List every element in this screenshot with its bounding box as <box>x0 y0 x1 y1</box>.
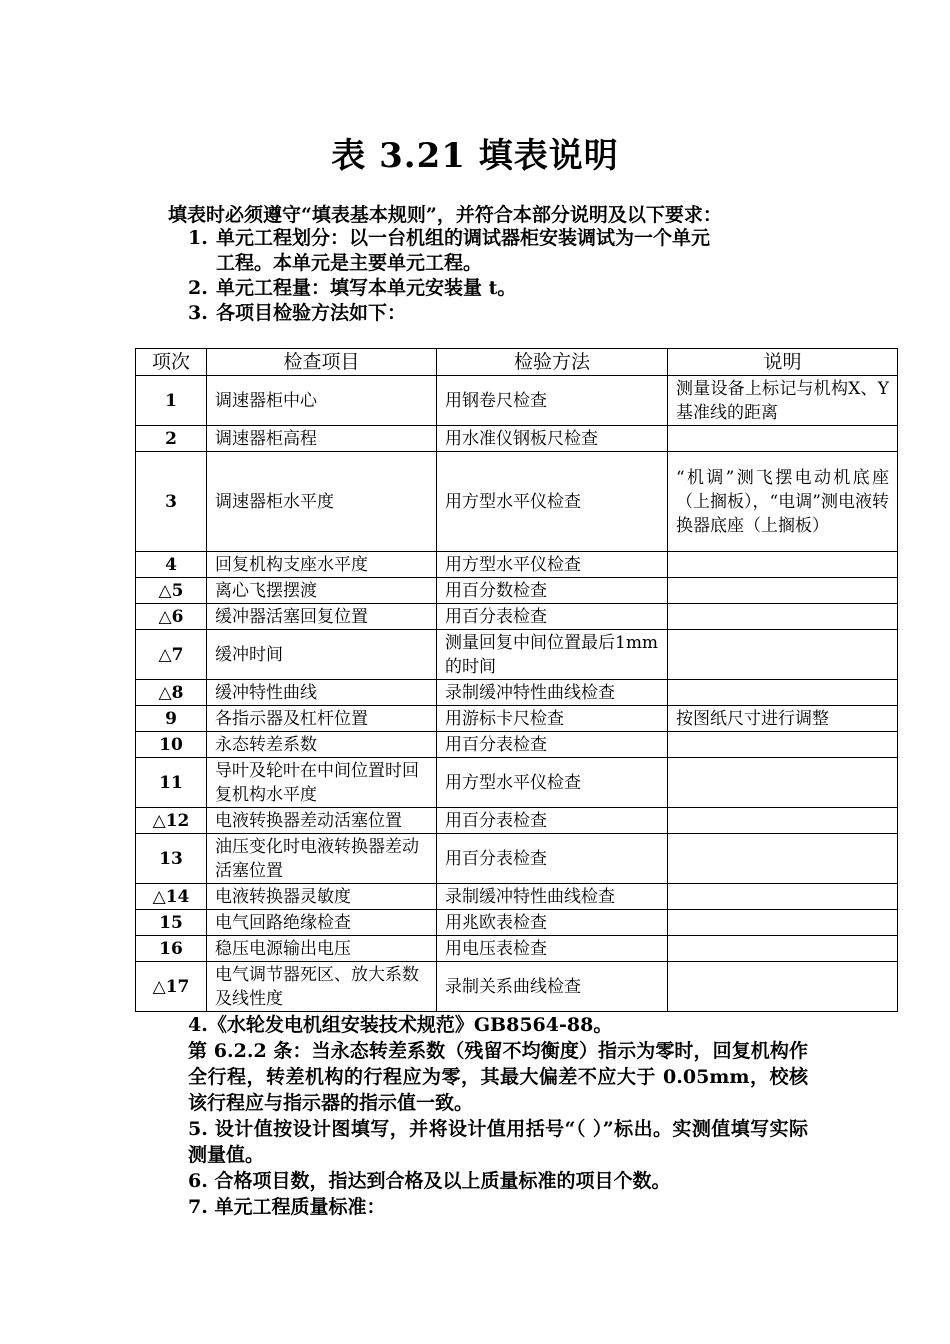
table-row <box>136 962 898 1012</box>
requirement-text-cont: 工程。本单元是主要单元工程。 <box>216 252 483 274</box>
cell-item: 缓冲器活塞回复位置 <box>207 604 437 630</box>
table-row <box>136 910 898 936</box>
cell-method: 录制缓冲特性曲线检查 <box>437 680 668 706</box>
table-row <box>136 426 898 452</box>
cell-no: 16 <box>136 936 207 962</box>
cell-method: 用百分表检查 <box>437 808 668 834</box>
cell-no: △7 <box>136 630 207 680</box>
cell-method: 录制缓冲特性曲线检查 <box>437 884 668 910</box>
table-row <box>136 758 898 808</box>
table-header-row <box>136 349 898 376</box>
table-row <box>136 834 898 884</box>
cell-note <box>668 426 898 452</box>
cell-method: 用兆欧表检查 <box>437 910 668 936</box>
cell-note <box>668 578 898 604</box>
cell-method: 用百分表检查 <box>437 604 668 630</box>
cell-note <box>668 910 898 936</box>
table-row <box>136 808 898 834</box>
page-title: 表 3.21 填表说明 <box>331 136 619 176</box>
cell-no: 15 <box>136 910 207 936</box>
cell-item: 调速器柜水平度 <box>207 452 437 552</box>
cell-no: 3 <box>136 452 207 552</box>
cell-no: 13 <box>136 834 207 884</box>
footer-notes <box>188 1012 808 1220</box>
intro-text: 填表时必须遵守“填表基本规则”，并符合本部分说明及以下要求： <box>168 204 722 226</box>
cell-item: 离心飞摆摆渡 <box>207 578 437 604</box>
cell-no: △12 <box>136 808 207 834</box>
table-row <box>136 680 898 706</box>
cell-no: △8 <box>136 680 207 706</box>
cell-method: 用方型水平仪检查 <box>437 452 668 552</box>
cell-no: △14 <box>136 884 207 910</box>
cell-note <box>668 680 898 706</box>
requirement-text: 单元工程划分：以一台机组的调试器柜安装调试为一个单元 <box>216 227 711 249</box>
cell-note <box>668 604 898 630</box>
cell-method: 用百分表检查 <box>437 732 668 758</box>
cell-item: 稳压电源输出电压 <box>207 936 437 962</box>
requirement-text: 各项目检验方法如下： <box>216 302 407 324</box>
cell-no: 2 <box>136 426 207 452</box>
cell-item: 永态转差系数 <box>207 732 437 758</box>
table-row <box>136 552 898 578</box>
cell-note: 按图纸尺寸进行调整 <box>668 706 898 732</box>
requirement-number: 2. <box>188 277 208 299</box>
cell-no: △5 <box>136 578 207 604</box>
table-row <box>136 732 898 758</box>
table-row <box>136 630 898 680</box>
cell-no: 4 <box>136 552 207 578</box>
cell-method: 用方型水平仪检查 <box>437 552 668 578</box>
cell-note <box>668 808 898 834</box>
cell-item: 电液转换器差动活塞位置 <box>207 808 437 834</box>
cell-item: 缓冲时间 <box>207 630 437 680</box>
cell-note <box>668 936 898 962</box>
cell-method: 录制关系曲线检查 <box>437 962 668 1012</box>
cell-no: 11 <box>136 758 207 808</box>
table-row <box>136 884 898 910</box>
table-row <box>136 376 898 426</box>
header-item: 检查项目 <box>207 349 437 376</box>
cell-note <box>668 630 898 680</box>
cell-method: 用百分表检查 <box>437 834 668 884</box>
cell-note <box>668 884 898 910</box>
footer-line: 第 6.2.2 条：当永态转差系数（残留不均衡度）指示为零时，回复机构作全行程，转差机构的行程应为零，其最大偏差不应大于 0.05mm，校核该行程应与指示器的指示值一致。 <box>188 1040 808 1114</box>
cell-method: 测量回复中间位置最后1mm的时间 <box>437 630 668 680</box>
cell-no: 10 <box>136 732 207 758</box>
cell-note <box>668 732 898 758</box>
cell-item: 电气调节器死区、放大系数及线性度 <box>207 962 437 1012</box>
cell-item: 电气回路绝缘检查 <box>207 910 437 936</box>
footer-line: 4.《水轮发电机组安装技术规范》GB8564-88。 <box>188 1014 613 1036</box>
cell-item: 油压变化时电液转换器差动活塞位置 <box>207 834 437 884</box>
cell-method: 用电压表检查 <box>437 936 668 962</box>
requirement-number: 1. <box>188 227 208 249</box>
cell-no: 9 <box>136 706 207 732</box>
table-row <box>136 578 898 604</box>
cell-note <box>668 758 898 808</box>
cell-item: 回复机构支座水平度 <box>207 552 437 578</box>
cell-item: 调速器柜中心 <box>207 376 437 426</box>
cell-note: 测量设备上标记与机构X、Y基准线的距离 <box>668 376 898 426</box>
cell-no: 1 <box>136 376 207 426</box>
cell-note <box>668 552 898 578</box>
cell-item: 导叶及轮叶在中间位置时回复机构水平度 <box>207 758 437 808</box>
footer-line: 5. 设计值按设计图填写，并将设计值用括号“（ ）”标出。实测值填写实际测量值。 <box>188 1118 808 1166</box>
table-row <box>136 604 898 630</box>
cell-method: 用方型水平仪检查 <box>437 758 668 808</box>
table-row <box>136 936 898 962</box>
cell-no: △6 <box>136 604 207 630</box>
requirement-2 <box>188 276 828 301</box>
cell-method: 用水准仪钢板尺检查 <box>437 426 668 452</box>
cell-no: △17 <box>136 962 207 1012</box>
header-method: 检验方法 <box>437 349 668 376</box>
cell-method: 用游标卡尺检查 <box>437 706 668 732</box>
table-row <box>136 452 898 552</box>
cell-method: 用百分数检查 <box>437 578 668 604</box>
cell-item: 电液转换器灵敏度 <box>207 884 437 910</box>
header-no: 项次 <box>136 349 207 376</box>
header-note: 说明 <box>668 349 898 376</box>
table-row <box>136 706 898 732</box>
requirement-1 <box>188 226 828 276</box>
footer-line: 7. 单元工程质量标准： <box>188 1196 386 1218</box>
cell-note <box>668 962 898 1012</box>
cell-item: 各指示器及杠杆位置 <box>207 706 437 732</box>
cell-item: 调速器柜高程 <box>207 426 437 452</box>
cell-method: 用钢卷尺检查 <box>437 376 668 426</box>
requirement-text: 单元工程量：填写本单元安装量 t。 <box>216 277 517 299</box>
cell-note <box>668 834 898 884</box>
requirement-3 <box>188 301 828 326</box>
cell-item: 缓冲特性曲线 <box>207 680 437 706</box>
cell-note: “机调”测飞摆电动机底座（上搁板），“电调”测电液转换器底座（上搁板） <box>668 452 898 552</box>
inspection-table <box>135 348 898 1012</box>
requirement-number: 3. <box>188 302 208 324</box>
footer-line: 6. 合格项目数，指达到合格及以上质量标准的项目个数。 <box>188 1170 671 1192</box>
